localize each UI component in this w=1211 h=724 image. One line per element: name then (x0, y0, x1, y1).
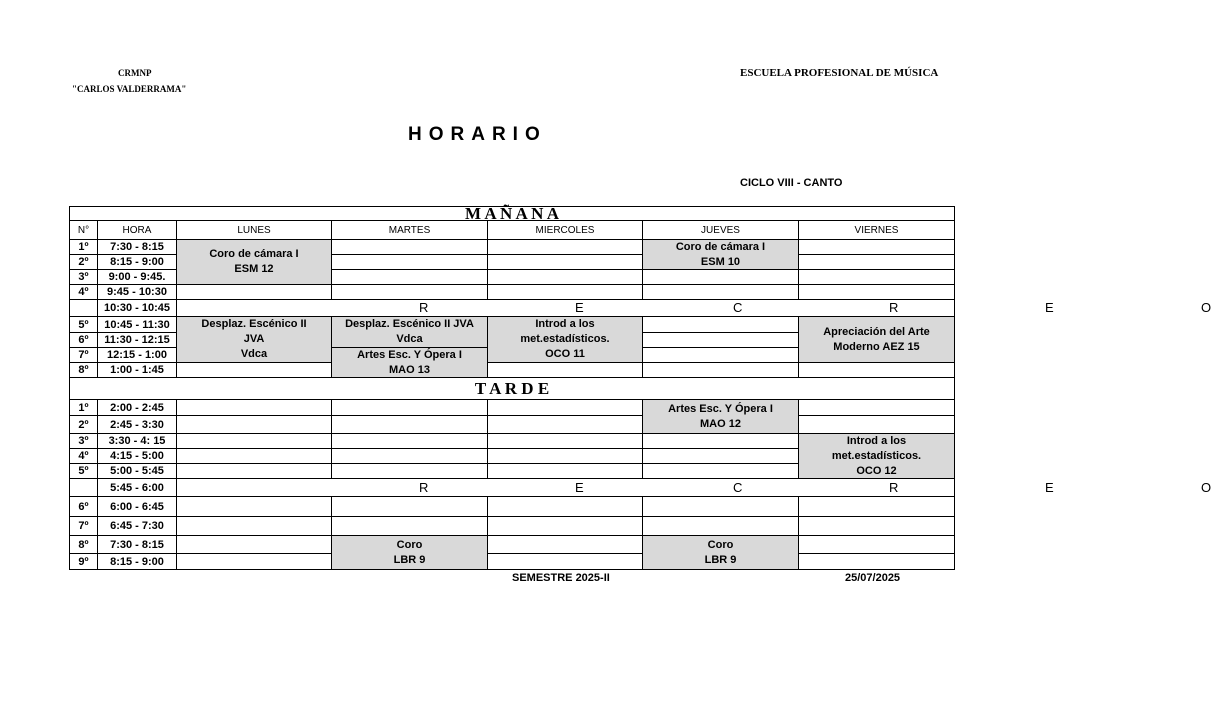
course-line: Coro de cámara I (675, 240, 766, 253)
period-number: 4º (69, 448, 98, 464)
course-line: met.estadísticos. (831, 449, 922, 462)
schedule-cell (176, 463, 332, 479)
recess-row-morning (176, 299, 1211, 317)
schedule-cell (331, 284, 488, 300)
course-line: JVA (243, 333, 265, 345)
schedule-cell (642, 347, 799, 363)
schedule-cell (798, 269, 955, 285)
recess-letter: E (1045, 480, 1054, 495)
schedule-cell (798, 399, 955, 416)
schedule-cell (331, 463, 488, 479)
course-coro-tuesday (331, 535, 488, 570)
schedule-cell (798, 553, 955, 570)
column-header-day: LUNES (176, 220, 332, 240)
period-hour: 9:45 - 10:30 (97, 284, 177, 300)
period-hour: 5:45 - 6:00 (97, 478, 177, 497)
period-hour: 10:30 - 10:45 (97, 299, 177, 317)
schedule-cell (176, 535, 332, 554)
recess-letter: R (419, 480, 429, 495)
schedule-cell (176, 415, 332, 434)
schedule-cell (798, 516, 955, 536)
schedule-cell (176, 399, 332, 416)
recess-letter: C (733, 300, 743, 315)
schedule-cell (176, 362, 332, 378)
course-line: Vdca (240, 348, 268, 360)
course-line: Introd a los (535, 318, 595, 330)
course-line: Artes Esc. Y Ópera I (357, 348, 462, 361)
period-hour: 8:15 - 9:00 (97, 254, 177, 270)
recess-letter: R (419, 300, 429, 315)
period-number: 1º (69, 239, 98, 255)
period-number: 6º (69, 332, 98, 348)
course-line: ESM 10 (700, 255, 741, 268)
course-line: MAO 13 (389, 363, 430, 376)
column-header-day: MARTES (331, 220, 488, 240)
schedule-cell (331, 448, 488, 464)
schedule-cell (331, 433, 488, 449)
course-line: Vdca (396, 333, 423, 345)
column-header-number: N° (69, 220, 98, 240)
course-line: Introd a los (846, 434, 907, 447)
schedule-cell (487, 399, 643, 416)
period-hour: 6:45 - 7:30 (97, 516, 177, 536)
course-coro-thursday (642, 535, 799, 570)
schedule-cell (798, 415, 955, 434)
schedule-cell (642, 284, 799, 300)
column-header-hour: HORA (97, 220, 177, 240)
course-line: Coro (396, 538, 423, 551)
course-artes-escenicas-thursday (642, 399, 799, 434)
period-number: 7º (69, 347, 98, 363)
section-afternoon: T A R D E (69, 377, 955, 400)
schedule-cell (176, 448, 332, 464)
schedule-cell (798, 535, 955, 554)
period-number: 2º (69, 415, 98, 434)
period-hour: 9:00 - 9:45. (97, 269, 177, 285)
page-title: HORARIO (408, 124, 547, 145)
schedule-cell (642, 433, 799, 449)
period-hour: 11:30 - 12:15 (97, 332, 177, 348)
schedule-cell (331, 269, 488, 285)
schedule-cell (331, 415, 488, 434)
period-hour: 10:45 - 11:30 (97, 316, 177, 333)
period-hour: 7:30 - 8:15 (97, 535, 177, 554)
schedule-cell (331, 399, 488, 416)
schedule-cell (798, 496, 955, 517)
course-desplaz-escenico-tuesday (331, 316, 488, 348)
schedule-cell (798, 362, 955, 378)
schedule-cell (798, 284, 955, 300)
course-line: Apreciación del Arte (823, 325, 930, 338)
period-number: 1º (69, 399, 98, 416)
course-line: Artes Esc. Y Ópera I (668, 402, 773, 415)
schedule-cell (642, 496, 799, 517)
course-desplaz-escenico-monday (176, 316, 332, 363)
schedule-cell (487, 516, 643, 536)
schedule-cell (487, 284, 643, 300)
course-line: MAO 12 (700, 417, 741, 430)
recess-letter: E (575, 480, 584, 495)
schedule-cell (642, 448, 799, 464)
schedule-cell (487, 269, 643, 285)
schedule-cell (642, 332, 799, 348)
period-number: 8º (69, 535, 98, 554)
section-morning: M A Ñ A N A (69, 206, 955, 221)
period-number: 4º (69, 284, 98, 300)
cycle-label: CICLO VIII - CANTO (740, 177, 843, 189)
period-hour: 5:00 - 5:45 (97, 463, 177, 479)
institution-acronym: CRMNP (118, 68, 152, 78)
period-hour: 12:15 - 1:00 (97, 347, 177, 363)
schedule-cell (487, 448, 643, 464)
schedule-cell (487, 433, 643, 449)
course-line: LBR 9 (393, 553, 426, 566)
schedule-cell (487, 535, 643, 554)
schedule-cell (331, 239, 488, 255)
course-introd-estadisticos-wednesday (487, 316, 643, 363)
period-number (69, 299, 98, 317)
recess-letter: E (1045, 300, 1054, 315)
schedule-cell (642, 316, 799, 333)
schedule-cell (642, 516, 799, 536)
schedule-cell (487, 463, 643, 479)
period-number: 6º (69, 496, 98, 517)
course-line: ESM 12 (234, 263, 274, 275)
column-header-day: VIERNES (798, 220, 955, 240)
schedule-cell (176, 284, 332, 300)
period-number: 3º (69, 433, 98, 449)
recess-letter: C (733, 480, 743, 495)
course-line: Desplaz. Escénico II JVA (345, 318, 474, 330)
course-introd-estadisticos-friday (798, 433, 955, 479)
schedule-cell (642, 269, 799, 285)
period-hour: 6:00 - 6:45 (97, 496, 177, 517)
course-line: Moderno AEZ 15 (833, 340, 920, 353)
course-apreciacion-arte-friday (798, 316, 955, 363)
schedule-cell (331, 496, 488, 517)
course-coro-camara-monday (176, 239, 332, 285)
recess-row-afternoon (176, 478, 1211, 497)
schedule-cell (176, 516, 332, 536)
course-line: Coro (707, 538, 734, 551)
period-hour: 2:45 - 3:30 (97, 415, 177, 434)
period-number: 7º (69, 516, 98, 536)
course-line: Desplaz. Escénico II (201, 318, 307, 330)
schedule-cell (487, 362, 643, 378)
schedule-cell (487, 239, 643, 255)
course-line: OCO 12 (856, 464, 897, 477)
recess-letter: O (1201, 300, 1211, 315)
period-number: 5º (69, 463, 98, 479)
period-number (69, 478, 98, 497)
schedule-cell (176, 433, 332, 449)
recess-letter: R (889, 480, 899, 495)
period-number: 9º (69, 553, 98, 570)
schedule-cell (331, 254, 488, 270)
school-name: ESCUELA PROFESIONAL DE MÚSICA (740, 67, 939, 79)
period-hour: 7:30 - 8:15 (97, 239, 177, 255)
schedule-cell (176, 496, 332, 517)
course-line: OCO 11 (545, 348, 585, 360)
schedule-cell (487, 254, 643, 270)
schedule-cell (331, 516, 488, 536)
schedule-date: 25/07/2025 (845, 572, 901, 584)
schedule-cell (642, 362, 799, 378)
schedule-cell (798, 254, 955, 270)
period-number: 8º (69, 362, 98, 378)
course-line: met.estadísticos. (520, 333, 610, 345)
period-number: 5º (69, 316, 98, 333)
course-line: LBR 9 (704, 553, 737, 566)
recess-letter: E (575, 300, 584, 315)
period-number: 3º (69, 269, 98, 285)
schedule-cell (798, 239, 955, 255)
recess-letter: R (889, 300, 899, 315)
period-hour: 1:00 - 1:45 (97, 362, 177, 378)
semester-label: SEMESTRE 2025-II (512, 572, 610, 584)
period-hour: 8:15 - 9:00 (97, 553, 177, 570)
period-hour: 2:00 - 2:45 (97, 399, 177, 416)
schedule-cell (642, 463, 799, 479)
course-line: Coro de cámara I (209, 248, 299, 260)
schedule-cell (176, 553, 332, 570)
period-hour: 3:30 - 4: 15 (97, 433, 177, 449)
period-hour: 4:15 - 5:00 (97, 448, 177, 464)
course-artes-escenicas-tuesday (331, 347, 488, 378)
recess-letter: O (1201, 480, 1211, 495)
schedule-cell (487, 415, 643, 434)
column-header-day: MIERCOLES (487, 220, 643, 240)
schedule-cell (487, 496, 643, 517)
period-number: 2º (69, 254, 98, 270)
course-coro-camara-thursday (642, 239, 799, 270)
institution-name: "CARLOS VALDERRAMA" (72, 84, 187, 94)
schedule-cell (487, 553, 643, 570)
column-header-day: JUEVES (642, 220, 799, 240)
